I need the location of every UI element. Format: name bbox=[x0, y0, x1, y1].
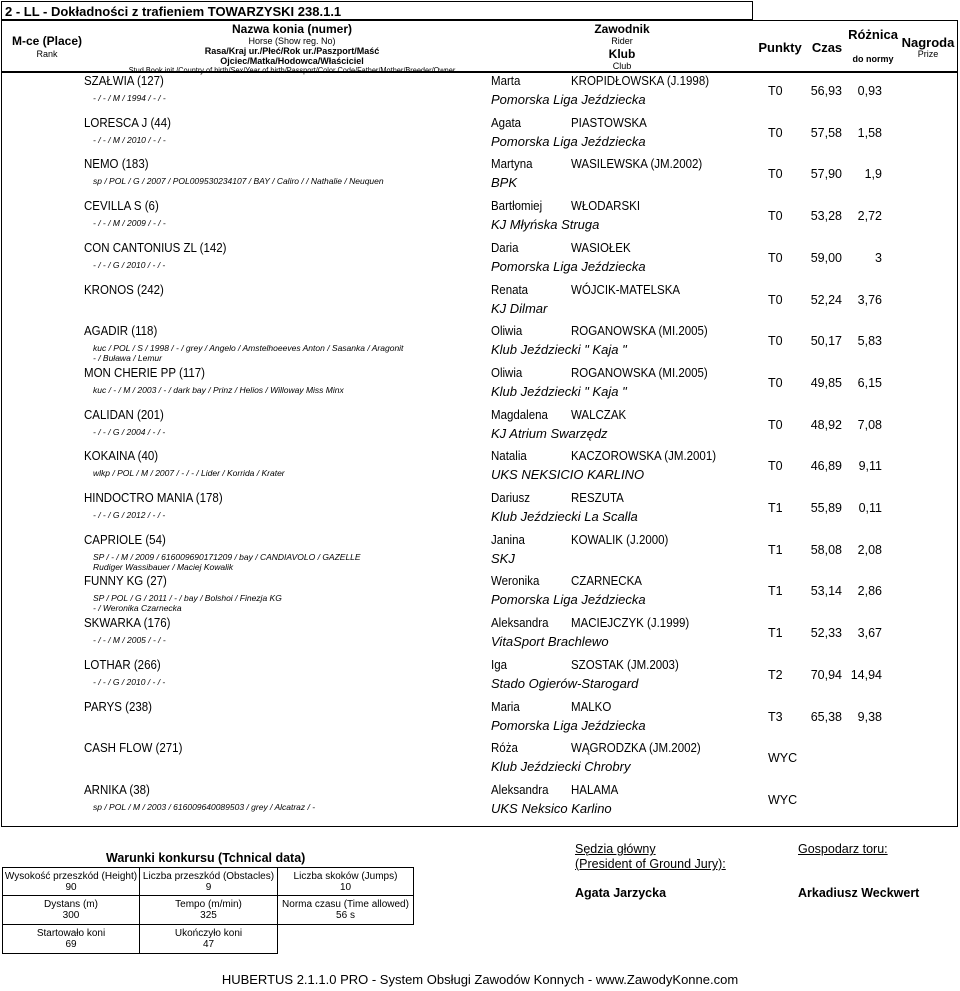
horse-name: AGADIR (118) bbox=[84, 324, 158, 339]
rider-club: VitaSport Brachlewo bbox=[491, 634, 609, 650]
result-diff: 5,83 bbox=[857, 334, 882, 349]
rider-first-name: Bartłomiej bbox=[491, 199, 543, 214]
height-value: 90 bbox=[65, 881, 77, 893]
horse-name: SZAŁWIA (127) bbox=[84, 74, 164, 88]
distance-value: 300 bbox=[62, 910, 80, 921]
horse-details: sp / POL / G / 2007 / POL009530234107 / BAY / Caliro / / Nathalie / Neuquen bbox=[93, 176, 384, 187]
horse-name: PARYS (238) bbox=[84, 699, 152, 714]
rider-last-name: WALCZAK bbox=[571, 407, 627, 422]
result-points: T0 bbox=[768, 417, 783, 432]
rider-first-name: Natalia bbox=[491, 449, 527, 464]
horse-details: - / - / G / 2004 / - / - bbox=[93, 426, 166, 437]
rider-club: Pomorska Liga Jeździecka bbox=[491, 592, 646, 608]
result-points: T1 bbox=[768, 501, 783, 515]
height-label: Wysokość przeszkód (Height) bbox=[4, 870, 138, 882]
horse-details: kuc / POL / S / 1998 / - / grey / Angelo / Amstelhoeeves Anton / Sasanka / Aragonit bbox=[93, 343, 404, 354]
prize-header-en: Prize bbox=[917, 49, 939, 59]
speed-value: 325 bbox=[200, 910, 217, 921]
club-header: Klub bbox=[608, 47, 636, 61]
horse-details: sp / POL / M / 2003 / 616009640089503 / grey / Alcatraz / - bbox=[93, 801, 316, 812]
result-points: T0 bbox=[768, 375, 783, 390]
distance-label: Dystans (m) bbox=[44, 899, 98, 910]
result-points: T1 bbox=[768, 542, 783, 557]
club-header-en: Club bbox=[612, 61, 632, 71]
result-points: T0 bbox=[768, 250, 783, 265]
horse-name: CASH FLOW (271) bbox=[84, 741, 183, 756]
horse-details: - / - / M / 2005 / - / - bbox=[93, 635, 166, 646]
rider-club: Klub Jeździecki " Kaja " bbox=[491, 383, 627, 399]
horse-name: CEVILLA S (6) bbox=[84, 199, 159, 214]
result-points: WYC bbox=[768, 792, 798, 807]
result-points: T0 bbox=[768, 125, 783, 140]
time-header: Czas bbox=[811, 40, 843, 55]
rider-last-name: WŁODARSKI bbox=[571, 199, 641, 214]
result-time: 55,89 bbox=[810, 501, 842, 515]
result-diff: 0,93 bbox=[857, 84, 882, 98]
result-time: 56,93 bbox=[810, 84, 842, 98]
horse-details: SP / - / M / 2009 / 616009690171209 / bay / CANDIAVOLO / GAZELLE bbox=[93, 551, 361, 562]
host-label: Gospodarz toru: bbox=[798, 842, 888, 856]
horse-name: CON CANTONIUS ZL (142) bbox=[84, 240, 227, 255]
rider-last-name: WÓJCIK-MATELSKA bbox=[571, 282, 681, 297]
started-value: 69 bbox=[65, 939, 77, 950]
result-diff: 1,58 bbox=[857, 125, 882, 140]
obstacles-value: 9 bbox=[205, 881, 212, 893]
judge-label-en: (President of Ground Jury): bbox=[575, 857, 726, 871]
horse-details-extra: - / Buława / Lemur bbox=[93, 353, 162, 364]
time-allowed-label: Norma czasu (Time allowed) bbox=[282, 899, 409, 910]
rider-last-name: ROGANOWSKA (MI.2005) bbox=[571, 324, 708, 339]
result-time: 46,89 bbox=[810, 459, 842, 474]
horse-name: KRONOS (242) bbox=[84, 282, 164, 297]
rider-club: Pomorska Liga Jeździecka bbox=[491, 258, 646, 274]
finished-value: 47 bbox=[202, 939, 215, 950]
rider-club: UKS Neksico Karlino bbox=[491, 800, 612, 816]
rider-first-name: Aleksandra bbox=[491, 782, 549, 797]
horse-header-line5: Stud Book init./Country of birth/Sex/Year of birth/Passport/Color Code/Father/Mother/Breeder/Owner bbox=[128, 66, 456, 75]
rider-header-en: Rider bbox=[611, 36, 633, 46]
result-points: T0 bbox=[768, 292, 783, 307]
result-time: 70,94 bbox=[810, 667, 842, 682]
result-points: T0 bbox=[768, 459, 783, 474]
prize-header: Nagroda bbox=[901, 35, 955, 50]
result-time: 57,90 bbox=[810, 167, 842, 182]
horse-name: CAPRIOLE (54) bbox=[84, 532, 166, 547]
rider-club: SKJ bbox=[491, 550, 515, 566]
result-time: 48,92 bbox=[810, 417, 842, 432]
rider-first-name: Iga bbox=[491, 657, 507, 672]
rider-first-name: Daria bbox=[491, 240, 519, 255]
rider-club: Pomorska Liga Jeździecka bbox=[491, 133, 646, 149]
competition-title: 2 - LL - Dokładności z trafieniem TOWARZYSKI 238.1.1 bbox=[1, 1, 753, 20]
result-points: T0 bbox=[768, 84, 783, 98]
jumps-label: Liczba skoków (Jumps) bbox=[293, 870, 398, 882]
results-header bbox=[1, 20, 958, 75]
jumps-value: 10 bbox=[339, 881, 352, 893]
rider-last-name: WĄGRODZKA (JM.2002) bbox=[571, 741, 701, 756]
horse-name: SKWARKA (176) bbox=[84, 616, 171, 631]
result-diff: 3,76 bbox=[857, 292, 882, 307]
result-diff: 1,9 bbox=[864, 167, 882, 182]
horse-name: MON CHERIE PP (117) bbox=[84, 365, 205, 380]
result-points: T0 bbox=[768, 167, 783, 182]
horse-details: SP / POL / G / 2011 / - / bay / Bolshoi / Finezja KG bbox=[93, 593, 282, 604]
rider-last-name: MALKO bbox=[571, 699, 612, 714]
rider-club: KJ Młyńska Struga bbox=[491, 217, 600, 233]
started-label: Startowało koni bbox=[36, 928, 106, 939]
rank-header: M-ce (Place) bbox=[11, 34, 83, 48]
rider-first-name: Róża bbox=[491, 741, 518, 756]
rider-last-name: KOWALIK (J.2000) bbox=[571, 532, 669, 547]
rider-club: Klub Jeździecki La Scalla bbox=[491, 509, 638, 524]
result-diff: 9,38 bbox=[857, 709, 882, 724]
result-points: T3 bbox=[768, 709, 783, 724]
rider-first-name: Maria bbox=[491, 699, 520, 714]
rider-club: Klub Jeździecki Chrobry bbox=[491, 759, 631, 775]
result-diff: 3,67 bbox=[857, 626, 882, 641]
horse-details: wlkp / POL / M / 2007 / - / - / Lider / Korrida / Krater bbox=[93, 468, 285, 479]
result-diff: 14,94 bbox=[850, 667, 882, 682]
horse-name: LORESCA J (44) bbox=[84, 115, 171, 130]
horse-details-extra: - / Weronika Czarnecka bbox=[93, 603, 182, 614]
result-time: 52,24 bbox=[810, 292, 842, 307]
rider-club: KJ Dilmar bbox=[491, 300, 548, 316]
horse-header-en: Horse (Show reg. No) bbox=[248, 36, 336, 46]
horse-header-line4: Ojciec/Matka/Hodowca/Właściciel bbox=[220, 56, 364, 66]
horse-name: FUNNY KG (27) bbox=[84, 574, 167, 589]
horse-details: kuc / - / M / 2003 / - / dark bay / Prinz / Helios / Willoway Miss Minx bbox=[93, 384, 344, 395]
rider-last-name: SZOSTAK (JM.2003) bbox=[571, 657, 679, 672]
conditions-title: Warunki konkursu (Tchnical data) bbox=[106, 851, 306, 865]
rider-club: BPK bbox=[491, 175, 518, 191]
time-allowed-value: 56 s bbox=[336, 910, 355, 921]
finished-label: Ukończyło koni bbox=[174, 928, 243, 939]
horse-name: KOKAINA (40) bbox=[84, 449, 159, 464]
horse-header: Nazwa konia (numer) bbox=[231, 22, 353, 36]
horse-name: CALIDAN (201) bbox=[84, 407, 164, 422]
judge-name: Agata Jarzycka bbox=[575, 886, 667, 900]
result-diff: 2,86 bbox=[857, 584, 882, 599]
rider-club: Pomorska Liga Jeździecka bbox=[491, 717, 646, 733]
result-time: 57,58 bbox=[810, 125, 842, 140]
rider-first-name: Renata bbox=[491, 282, 529, 297]
horse-details-extra: Rudiger Wassibauer / Maciej Kowalik bbox=[93, 561, 234, 572]
rider-first-name: Dariusz bbox=[491, 491, 530, 505]
result-diff: 2,72 bbox=[857, 209, 882, 224]
rider-last-name: WASIOŁEK bbox=[571, 240, 631, 255]
rider-club: Stado Ogierów-Starogard bbox=[491, 675, 639, 691]
horse-details: - / - / M / 2009 / - / - bbox=[93, 218, 166, 229]
rider-first-name: Marta bbox=[491, 74, 521, 88]
rider-club: UKS NEKSICIO KARLINO bbox=[491, 467, 645, 483]
horse-header-line3: Rasa/Kraj ur./Płeć/Rok ur./Paszport/Maść bbox=[204, 46, 380, 56]
horse-details: - / - / G / 2010 / - / - bbox=[93, 259, 166, 270]
rider-last-name: WASILEWSKA (JM.2002) bbox=[571, 157, 703, 172]
rider-first-name: Oliwia bbox=[491, 365, 523, 380]
rider-last-name: RESZUTA bbox=[571, 491, 624, 505]
result-diff: 7,08 bbox=[857, 417, 882, 432]
obstacles-label: Liczba przeszkód (Obstacles) bbox=[142, 870, 275, 882]
rider-first-name: Martyna bbox=[491, 157, 533, 172]
result-time: 53,14 bbox=[810, 584, 842, 599]
host-name: Arkadiusz Weckwert bbox=[798, 886, 920, 900]
horse-name: NEMO (183) bbox=[84, 157, 149, 172]
diff-header: Różnica bbox=[848, 27, 898, 42]
result-points: WYC bbox=[768, 751, 798, 766]
result-points: T1 bbox=[768, 626, 783, 641]
rider-last-name: CZARNECKA bbox=[571, 574, 642, 589]
result-points: T0 bbox=[768, 209, 783, 224]
result-diff: 3 bbox=[875, 250, 882, 265]
horse-name: ARNIKA (38) bbox=[84, 782, 150, 797]
horse-details: - / - / M / 2010 / - / - bbox=[93, 134, 166, 145]
rider-last-name: PIASTOWSKA bbox=[571, 115, 647, 130]
rider-first-name: Oliwia bbox=[491, 324, 523, 339]
horse-details: - / - / G / 2012 / - / - bbox=[93, 510, 166, 520]
result-time: 52,33 bbox=[810, 626, 842, 641]
horse-name: HINDOCTRO MANIA (178) bbox=[84, 491, 223, 505]
result-time: 53,28 bbox=[810, 209, 842, 224]
footer-text: HUBERTUS 2.1.1.0 PRO - System Obsługi Zawodów Konnych - www.ZawodyKonne.com bbox=[221, 972, 739, 987]
result-diff: 6,15 bbox=[857, 375, 882, 390]
diff-header-en: do normy bbox=[852, 54, 894, 64]
rider-club: KJ Atrium Swarzędz bbox=[491, 425, 608, 441]
result-time: 65,38 bbox=[810, 709, 842, 724]
rank-header-en: Rank bbox=[36, 49, 58, 59]
rider-club: Klub Jeździecki " Kaja " bbox=[491, 342, 627, 358]
result-diff: 9,11 bbox=[858, 459, 882, 474]
result-time: 50,17 bbox=[810, 334, 842, 349]
result-points: T2 bbox=[768, 667, 783, 682]
rider-first-name: Janina bbox=[491, 532, 525, 547]
horse-name: LOTHAR (266) bbox=[84, 657, 161, 672]
points-header: Punkty bbox=[758, 40, 802, 55]
result-time: 59,00 bbox=[810, 250, 842, 265]
horse-details: - / - / G / 2010 / - / - bbox=[93, 676, 166, 687]
speed-label: Tempo (m/min) bbox=[175, 899, 242, 910]
horse-details: - / - / M / 1994 / - / - bbox=[93, 93, 166, 103]
conditions-table bbox=[2, 867, 414, 954]
rider-first-name: Weronika bbox=[491, 574, 540, 589]
judge-label: Sędzia główny bbox=[575, 842, 656, 856]
result-diff: 2,08 bbox=[857, 542, 882, 557]
result-time: 58,08 bbox=[810, 542, 842, 557]
result-points: T1 bbox=[768, 584, 783, 599]
rider-last-name: HALAMA bbox=[571, 782, 619, 797]
rider-last-name: KROPIDŁOWSKA (J.1998) bbox=[571, 74, 710, 88]
rider-header: Zawodnik bbox=[594, 22, 650, 36]
result-points: T0 bbox=[768, 334, 783, 349]
result-diff: 0,11 bbox=[858, 501, 882, 515]
rider-first-name: Magdalena bbox=[491, 407, 548, 422]
rider-last-name: ROGANOWSKA (MI.2005) bbox=[571, 365, 708, 380]
rider-last-name: KACZOROWSKA (JM.2001) bbox=[571, 449, 717, 464]
rider-last-name: MACIEJCZYK (J.1999) bbox=[571, 616, 690, 631]
rider-first-name: Agata bbox=[491, 115, 522, 130]
rider-first-name: Aleksandra bbox=[491, 616, 549, 631]
rider-club: Pomorska Liga Jeździecka bbox=[491, 92, 646, 107]
result-time: 49,85 bbox=[810, 375, 842, 390]
